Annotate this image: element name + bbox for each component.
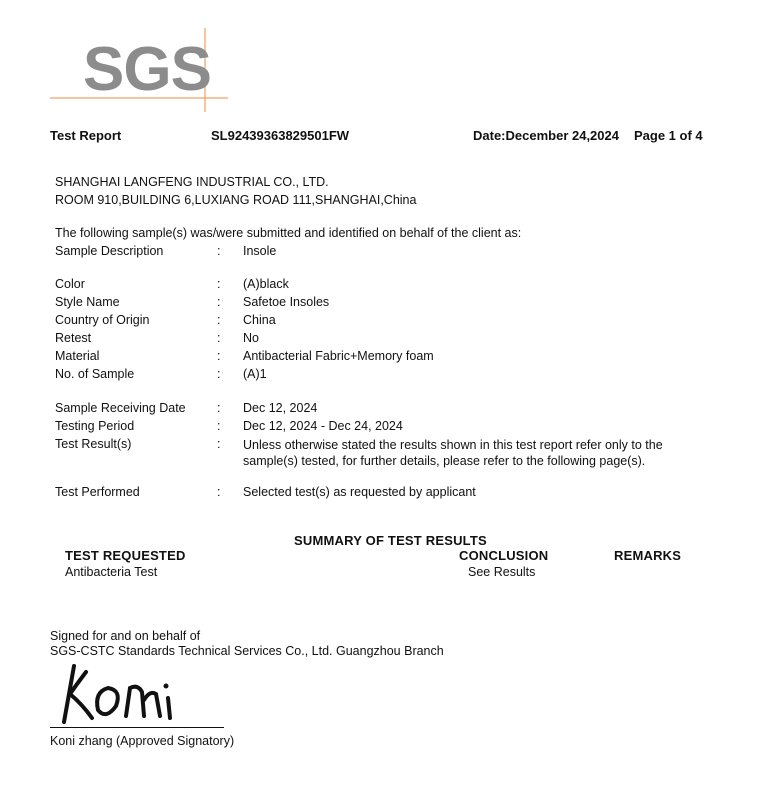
testing-period-value: Dec 12, 2024 - Dec 24, 2024 — [243, 419, 403, 433]
colon: : — [217, 313, 221, 327]
col-conclusion: CONCLUSION — [459, 548, 549, 563]
test-result-value: Unless otherwise stated the results shown in this test report refer only to the sample(s) tested, for further details, please refer to the following page(s). — [243, 438, 663, 468]
col-test-requested: TEST REQUESTED — [65, 548, 186, 563]
signatory-name: Koni zhang (Approved Signatory) — [50, 734, 235, 748]
colon: : — [217, 349, 221, 363]
country-value: China — [243, 313, 276, 327]
summary-row-test: Antibacteria Test — [65, 565, 158, 579]
logo-text: SGS — [83, 35, 211, 104]
summary-row-conclusion: See Results — [468, 565, 536, 579]
retest-label: Retest — [55, 331, 92, 345]
colon: : — [217, 331, 221, 345]
test-result-label: Test Result(s) — [55, 437, 132, 451]
signed-line-1: Signed for and on behalf of — [50, 629, 201, 643]
test-performed-label: Test Performed — [55, 485, 140, 499]
signed-line-2: SGS-CSTC Standards Technical Services Co., Ltd. Guangzhou Branch — [50, 644, 444, 658]
sample-description-value: Insole — [243, 244, 277, 258]
color-label: Color — [55, 277, 85, 291]
color-value: (A)black — [243, 277, 289, 291]
colon: : — [217, 277, 221, 291]
colon: : — [217, 401, 221, 415]
report-date: Date:December 24,2024 — [473, 128, 619, 143]
receiving-date-value: Dec 12, 2024 — [243, 401, 318, 415]
colon: : — [217, 485, 221, 499]
report-label: Test Report — [50, 128, 122, 143]
material-label: Material — [55, 349, 100, 363]
no-of-sample-value: (A)1 — [243, 367, 267, 381]
colon: : — [217, 244, 221, 258]
handwritten-signature — [56, 660, 186, 728]
colon: : — [217, 295, 221, 309]
material-value: Antibacterial Fabric+Memory foam — [243, 349, 434, 363]
summary-title: SUMMARY OF TEST RESULTS — [294, 533, 487, 548]
sgs-logo — [50, 28, 230, 112]
page-indicator: Page 1 of 4 — [634, 128, 703, 143]
signature-line — [50, 727, 224, 728]
sample-description-label: Sample Description — [55, 244, 164, 258]
client-address: ROOM 910,BUILDING 6,LUXIANG ROAD 111,SHANGHAI,China — [55, 193, 417, 207]
intro-text: The following sample(s) was/were submitted and identified on behalf of the client as: — [55, 226, 522, 240]
retest-value: No — [243, 331, 259, 345]
test-performed-value: Selected test(s) as requested by applicant — [243, 485, 476, 499]
client-name: SHANGHAI LANGFENG INDUSTRIAL CO., LTD. — [55, 175, 329, 189]
no-of-sample-label: No. of Sample — [55, 367, 135, 381]
style-name-label: Style Name — [55, 295, 120, 309]
colon: : — [217, 367, 221, 381]
testing-period-label: Testing Period — [55, 419, 135, 433]
colon: : — [217, 419, 221, 433]
colon: : — [217, 437, 221, 451]
style-name-value: Safetoe Insoles — [243, 295, 330, 309]
col-remarks: REMARKS — [614, 548, 682, 563]
report-number: SL92439363829501FW — [211, 128, 350, 143]
country-label: Country of Origin — [55, 313, 150, 327]
receiving-date-label: Sample Receiving Date — [55, 401, 186, 415]
